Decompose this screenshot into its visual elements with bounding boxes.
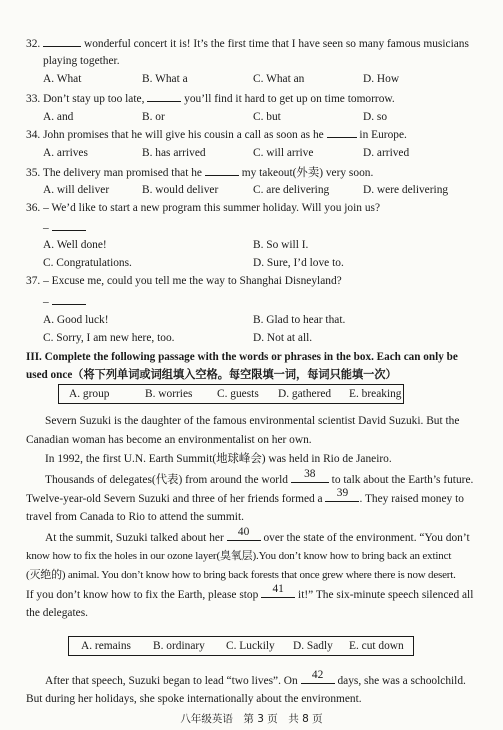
q36-option-d: D. Sure, I’d love to. <box>253 257 344 269</box>
q35-stem-part1: 35. The delivery man promised that he <box>26 167 202 179</box>
q34-option-a: A. arrives <box>43 147 88 159</box>
blank-40 <box>227 526 261 541</box>
word-box-2 <box>68 636 414 656</box>
q33-stem-part1: 33. Don’t stay up too late, <box>26 93 145 105</box>
q35-option-d: D. were delivering <box>363 184 449 196</box>
section3-heading-line1: III. Complete the following passage with the words or phrases in the box. Each can only be <box>26 351 458 363</box>
q34-option-b: B. has arrived <box>142 147 206 159</box>
passage-p1-line1: Severn Suzuki is the daughter of the famous environmental scientist David Suzuki. But the <box>45 415 460 427</box>
q35-stem <box>26 165 373 180</box>
blank-42 <box>301 669 335 684</box>
q37-option-b: B. Glad to hear that. <box>253 314 346 326</box>
q33-blank <box>147 91 181 102</box>
box2-option-b: B. ordinary <box>153 640 205 652</box>
box1-option-a: A. group <box>69 388 110 400</box>
box1-option-b: B. worries <box>145 388 193 400</box>
q34-stem <box>26 127 407 142</box>
q32-stem-line1 <box>26 36 469 51</box>
q33-option-d: D. so <box>363 111 388 123</box>
q37-blank <box>52 294 86 305</box>
passage-p1-line2: Canadian woman has become an environmentalist on her own. <box>26 434 312 446</box>
box1-option-c: C. guests <box>217 388 259 400</box>
q32-option-c: C. What an <box>253 73 305 85</box>
blank-38-number: 38 <box>304 468 316 480</box>
q35-option-c: C. are delivering <box>253 184 330 196</box>
q33-stem-part2: you’ll find it hard to get up on time tomorrow. <box>184 93 395 105</box>
blank-38 <box>291 468 329 483</box>
q32-option-a: A. What <box>43 73 82 85</box>
passage-p3-text3: Twelve-year-old Severn Suzuki and three of her friends formed a <box>26 493 323 505</box>
passage-p2: In 1992, the first U.N. Earth Summit(地球峰会) was held in Rio de Janeiro. <box>45 453 392 465</box>
passage-p3-line3: travel from Canada to Rio to attend the summit. <box>26 511 244 523</box>
q37-stem: 37. – Excuse me, could you tell me the way to Shanghai Disneyland? <box>26 275 342 287</box>
passage-p3-line1 <box>45 468 474 487</box>
q34-option-d: D. arrived <box>363 147 410 159</box>
passage-p4-line5: the delegates. <box>26 607 88 619</box>
q36-option-c: C. Congratulations. <box>43 257 132 269</box>
box2-option-e: E. cut down <box>349 640 404 652</box>
q34-stem-part2: in Europe. <box>359 129 407 141</box>
q37-answer-line <box>43 294 86 309</box>
blank-39-number: 39 <box>336 487 349 499</box>
q33-option-c: C. but <box>253 111 281 123</box>
q35-stem-part2: my takeout(外卖) very soon. <box>241 167 374 179</box>
q35-option-a: A. will deliver <box>43 184 110 196</box>
box1-option-e: E. breaking <box>349 388 402 400</box>
passage-p3-text1: Thousands of delegates(代表) from around the world <box>45 474 288 486</box>
passage-p4-line1 <box>45 526 470 545</box>
blank-41-number: 41 <box>272 583 284 595</box>
blank-41 <box>261 583 295 598</box>
q32-option-b: B. What a <box>142 73 188 85</box>
passage-p4-line4 <box>26 583 474 602</box>
passage-p5-text2: days, she was a schoolchild. <box>337 675 466 687</box>
passage-p5-text1: After that speech, Suzuki began to lead “two lives”. On <box>45 675 298 687</box>
passage-p5-line1 <box>45 669 466 688</box>
q32-stem-line2: playing together. <box>43 55 120 67</box>
passage-p5-line2: But during her holidays, she spoke internationally about the environment. <box>26 693 362 705</box>
q34-blank <box>327 127 357 138</box>
section3-heading-line2: used once（将下列单词或词组填入空格。每空限填一词，每词只能填一次） <box>26 369 397 381</box>
q32-stem: wonderful concert it is! It’s the first time that I have seen so many famous musicians <box>83 38 469 50</box>
q32-blank <box>43 36 81 47</box>
blank-40-number: 40 <box>237 526 250 538</box>
q36-answer-line <box>43 220 86 235</box>
q32-option-d: D. How <box>363 73 400 85</box>
q33-stem <box>26 91 395 106</box>
box2-option-a: A. remains <box>81 640 131 652</box>
q36-option-a: A. Well done! <box>43 239 107 251</box>
box1-option-d: D. gathered <box>278 388 332 400</box>
passage-p4-text2: over the state of the environment. “You don’t <box>263 532 470 544</box>
box2-option-c: C. Luckily <box>226 640 275 652</box>
passage-p3-text2: to talk about the Earth’s future. <box>331 474 474 486</box>
q36-blank <box>52 220 86 231</box>
passage-p4-text3: If you don’t know how to fix the Earth, please stop <box>26 589 259 601</box>
q36-stem: 36. – We’d like to start a new program this summer holiday. Will you join us? <box>26 202 380 214</box>
q35-option-b: B. would deliver <box>142 184 219 196</box>
q34-option-c: C. will arrive <box>253 147 314 159</box>
q37-option-a: A. Good luck! <box>43 314 109 326</box>
passage-p3-line2 <box>26 487 464 506</box>
passage-p4-text1: At the summit, Suzuki talked about her <box>45 532 224 544</box>
q32-number: 32. <box>26 38 41 50</box>
page-footer: 八年级英语 第 3 页 共 8 页 <box>180 713 323 725</box>
q37-option-d: D. Not at all. <box>253 332 313 344</box>
q33-option-a: A. and <box>43 111 74 123</box>
passage-p4-line3: (灭绝的) animal. You don’t know how to bring back forests that once grew where there is now desert. <box>26 569 456 581</box>
q36-option-b: B. So will I. <box>253 239 309 251</box>
q37-option-c: C. Sorry, I am new here, too. <box>43 332 175 344</box>
blank-39 <box>325 487 359 502</box>
q36-dash: – <box>43 222 49 234</box>
q37-dash: – <box>43 296 49 308</box>
passage-p4-text4: it!” The six-minute speech silenced all <box>298 589 474 601</box>
q35-blank <box>205 165 239 176</box>
blank-42-number: 42 <box>311 669 324 681</box>
passage-p3-text4: . They raised money to <box>359 493 464 505</box>
passage-p4-line2: know how to fix the holes in our ozone layer(臭氧层).You don’t know how to bring back an extinct <box>26 550 452 562</box>
word-box-1 <box>58 384 404 404</box>
q34-stem-part1: 34. John promises that he will give his cousin a call as soon as he <box>26 129 324 141</box>
q33-option-b: B. or <box>142 111 165 123</box>
box2-option-d: D. Sadly <box>293 640 333 652</box>
